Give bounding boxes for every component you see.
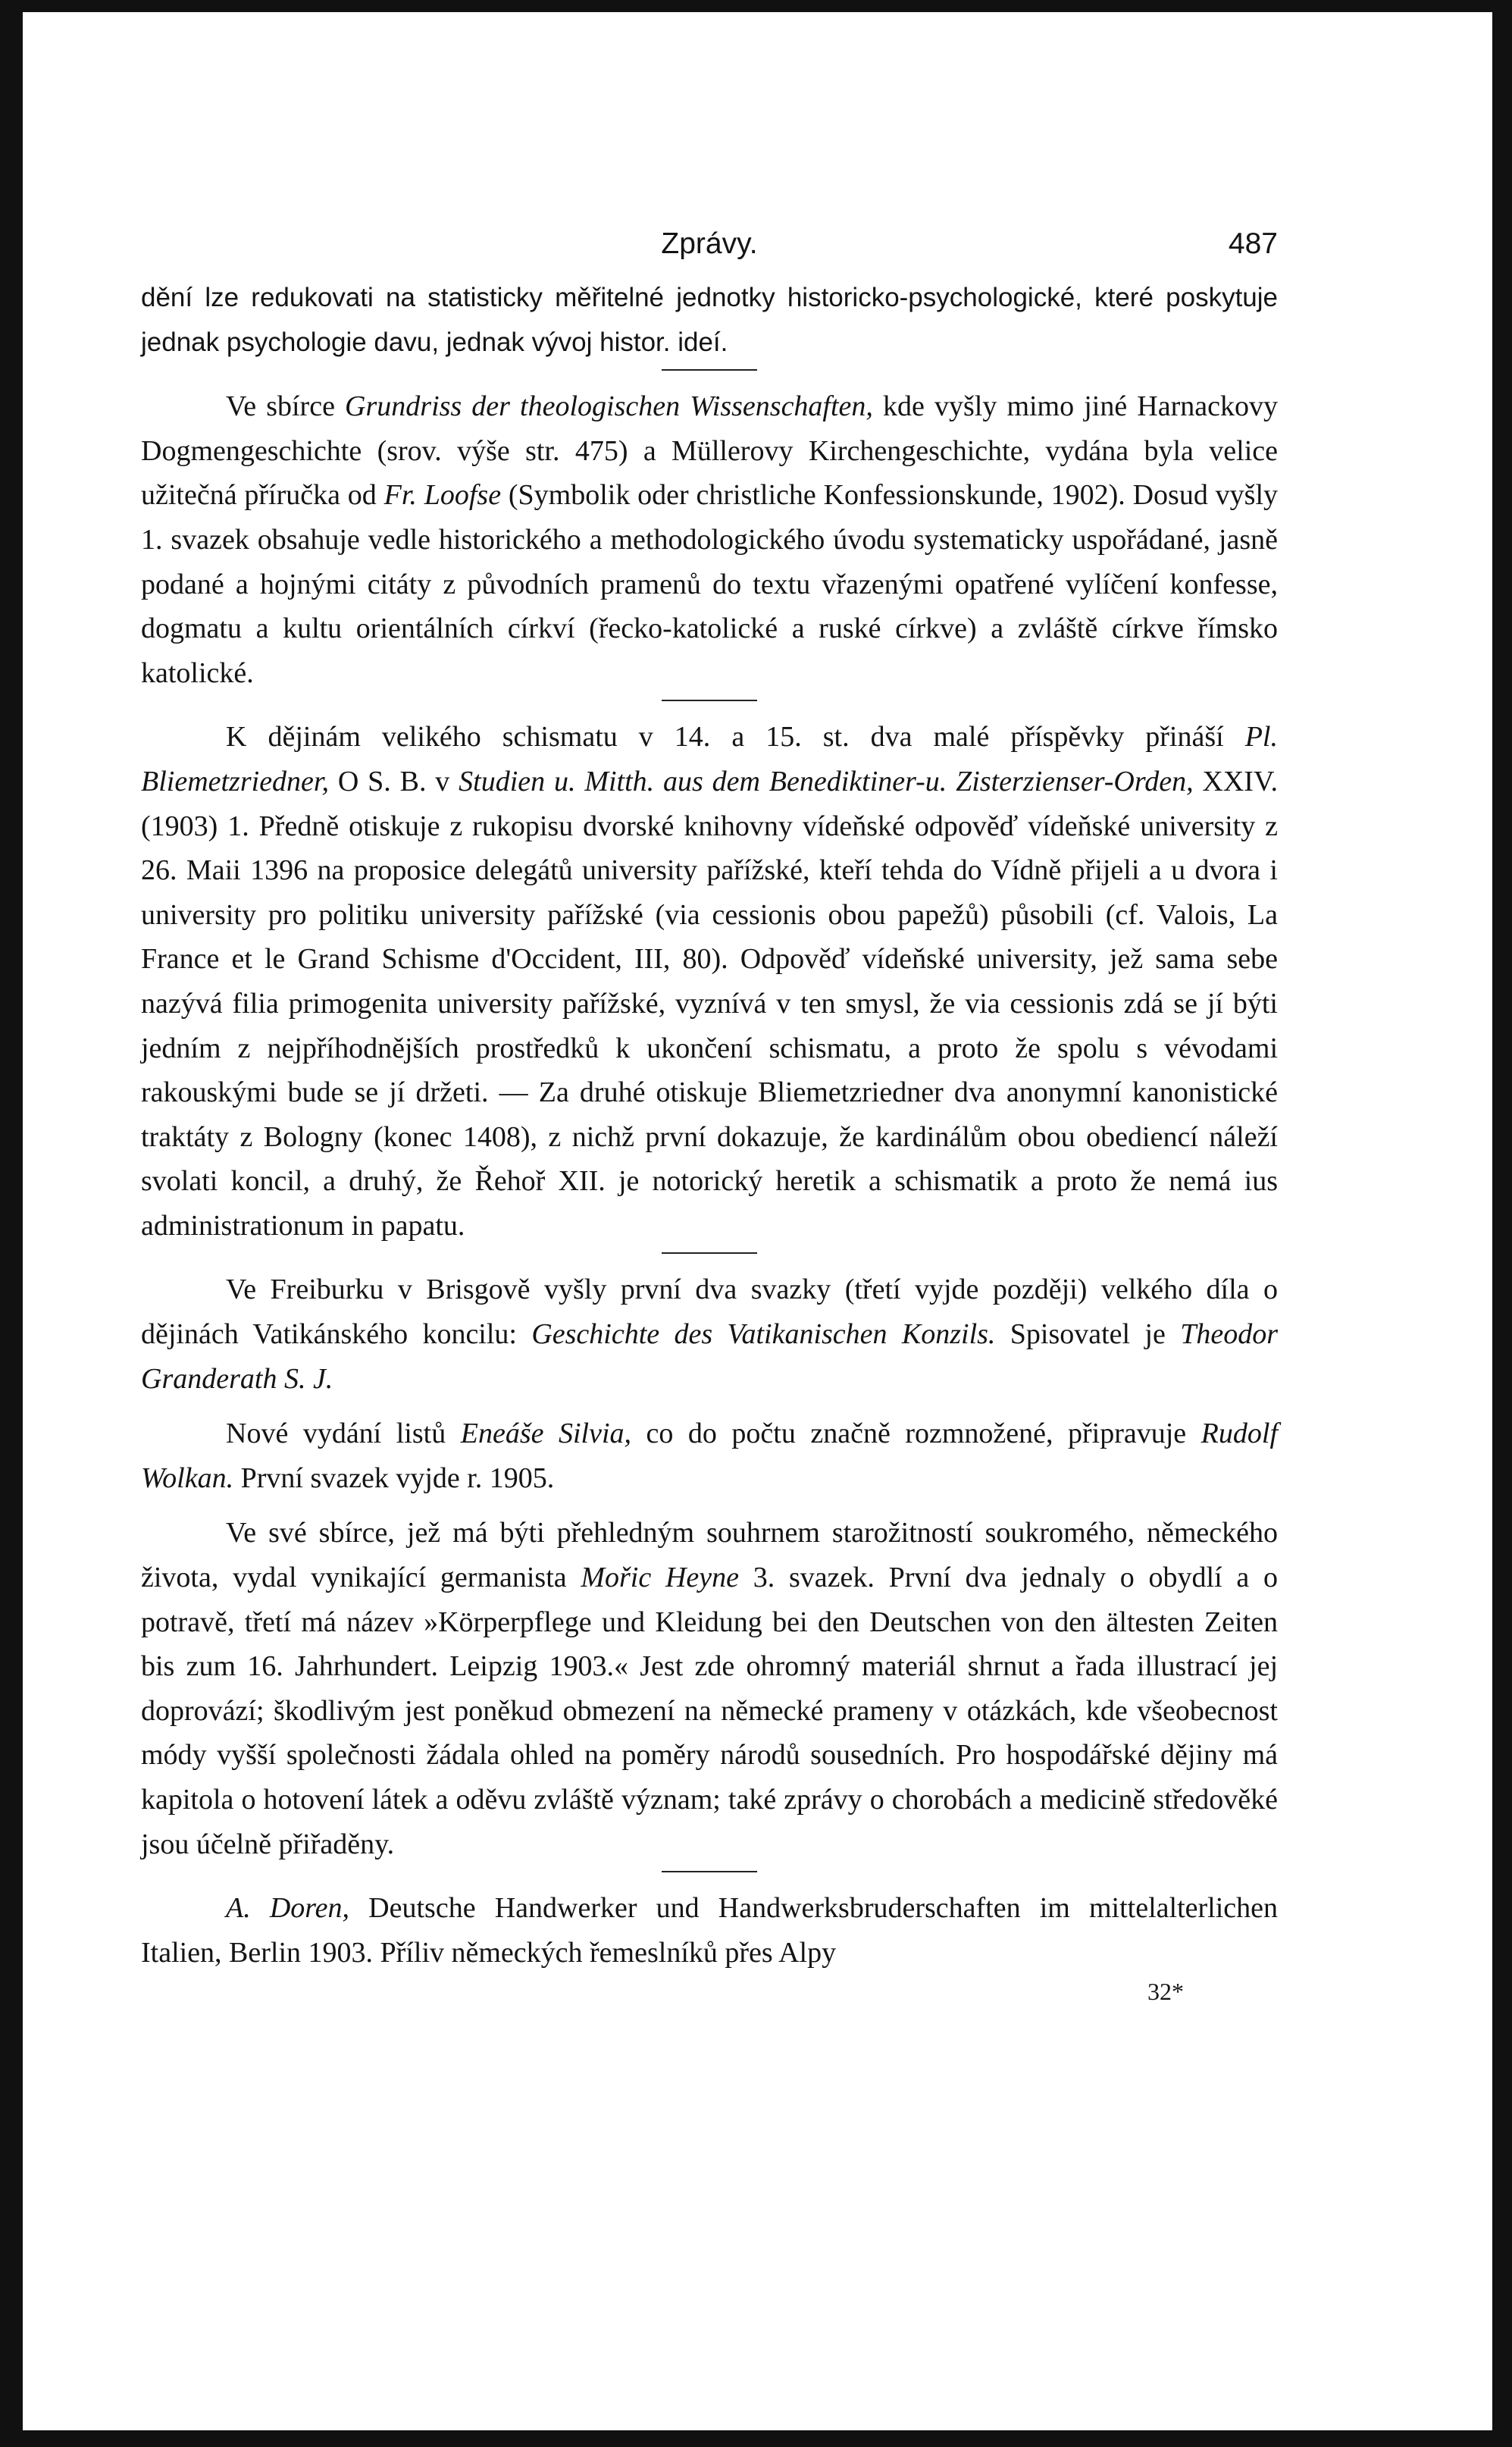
paragraph-2 <box>141 384 1278 695</box>
text: První svazek vyjde r. 1905. <box>233 1462 555 1494</box>
text: Nové vydání listů <box>226 1418 461 1450</box>
italic-author: Theodor Granderath S. J. <box>141 1318 1278 1395</box>
italic-author: Mořic Heyne <box>581 1562 739 1594</box>
running-header <box>141 227 1278 276</box>
running-title: Zprávy. <box>661 227 758 260</box>
paragraph-1: dění lze redukovati na statisticky měřitelné jednotky historicko-psychologické, které poskytuje jednak psychologie davu, jednak vývoj histor. ideí. <box>141 283 1278 357</box>
text: Ve Freiburku v Brisgově vyšly první dva svazky (třetí vyjde později) velkého díla o dějinách Vatikánského koncilu: <box>141 1274 1278 1351</box>
italic-author: A. Doren, <box>226 1892 350 1925</box>
paragraph-4 <box>141 1267 1278 1401</box>
text: O S. B. v <box>329 765 459 797</box>
text: 3. svazek. První dva jednaly o obydlí a o potravě, třetí má název »Körperpflege und Kleidung bei den Deutschen von den ältesten Zeiten bis zum 16. Jahrhundert. Leipzig 1903.« Jest zde ohromný materiál shrnut a řada illustrací jej doprovází; škodlivým jest poněkud obmezení na německé prameny v otázkách, kde všeobecnost módy vyšší společnosti žádala ohled na poměry národů sousedních. Pro hospodářské dějiny má kapitola o hotovení látek a oděvu zvláště význam; také zprávy o chorobách a medicině středověké jsou účelně přiřaděny. <box>141 1562 1278 1860</box>
italic-title: Grundriss der theologischen Wissenschaften, <box>345 390 873 423</box>
section-divider <box>662 700 757 701</box>
scan-edge-left <box>0 0 23 2447</box>
italic-author: Eneáše Silvia, <box>460 1418 632 1450</box>
scan-edge-top <box>0 0 1512 12</box>
page-number: 487 <box>1228 227 1278 260</box>
scan-edge-bottom <box>0 2430 1512 2447</box>
text: kde vyšly mimo jiné Harnackovy Dogmengeschichte (srov. výše str. 475) a Müllerovy Kirchengeschichte, vydána byla velice užitečná příručka od <box>141 390 1278 512</box>
italic-author: Fr. Loofse <box>383 479 502 512</box>
paragraph-6 <box>141 1511 1278 1866</box>
italic-author: Pl. Bliemetzriedner, <box>141 721 1278 797</box>
section-divider <box>662 1252 757 1254</box>
italic-title: Studien u. Mitth. aus dem Benediktiner-u. Zisterzienser-Orden, <box>459 765 1194 797</box>
section-divider <box>662 369 757 371</box>
text: Ve sbírce <box>226 390 346 423</box>
paragraph-3 <box>141 715 1278 1248</box>
page-body <box>141 227 1278 2006</box>
paragraph-7 <box>141 1886 1278 1975</box>
paragraph-5 <box>141 1411 1278 1500</box>
text: (Symbolik oder christliche Konfessionskunde, 1902). Dosud vyšly 1. svazek obsahuje vedle historického a methodologického úvodu systematicky uspořádané, jasně podané a hojnými citáty z původních pramenů do textu vřazenými opatřené vylíčení konfesse, dogmatu a kultu orientálních církví (řecko-katolické a ruské církve) a zvláště církve římsko katolické. <box>141 479 1278 689</box>
text: XXIV. (1903) 1. Předně otiskuje z rukopisu dvorské knihovny vídeňské odpověď vídeňské university z 26. Maii 1396 na proposice delegátů university pařížské, kteří tehda do Vídně přijeli a u dvora i university pro politiku university pařížské (via cessionis obou papežů) působili (cf. Valois, La France et le Grand Schisme d'Occident, III, 80). Odpověď vídeňské university, jež sama sebe nazývá filia primogenita university pařížské, vyznívá v ten smysl, že via cessionis zdá se jí býti jedním z nejpříhodnějších prostředků k ukončení schismatu, a proto že spolu s vévodami rakouskými bude se jí držeti. — Za druhé otiskuje Bliemetzriedner dva anonymní kanonistické traktáty z Bologny (konec 1408), z nichž první dokazuje, že kardinálům obou obediencí náleží svolati koncil, a druhý, že Řehoř XII. je notorický heretik a schismatik a proto že nemá ius administrationum in papatu. <box>141 765 1279 1242</box>
italic-title: Geschichte des Vatikanischen Konzils. <box>531 1318 996 1351</box>
italic-author: Rudolf Wolkan. <box>141 1418 1278 1494</box>
signature-mark: 32* <box>1147 1978 1184 2006</box>
text: Deutsche Handwerker und Handwerksbruderschaften im mittelalterlichen Italien, Berlin 1903. Příliv německých řemeslníků přes Alpy <box>141 1892 1278 1969</box>
text: K dějinám velikého schismatu v 14. a 15. st. dva malé příspěvky přináší <box>226 721 1245 754</box>
text: co do počtu značně rozmnožené, připravuje <box>631 1418 1201 1450</box>
text: Ve své sbírce, jež má býti přehledným souhrnem starožitností soukromého, německého života, vydal vynikající germanista <box>141 1517 1278 1594</box>
section-divider <box>662 1871 757 1872</box>
scan-edge-right <box>1492 0 1512 2447</box>
text: Spisovatel je <box>995 1318 1181 1351</box>
